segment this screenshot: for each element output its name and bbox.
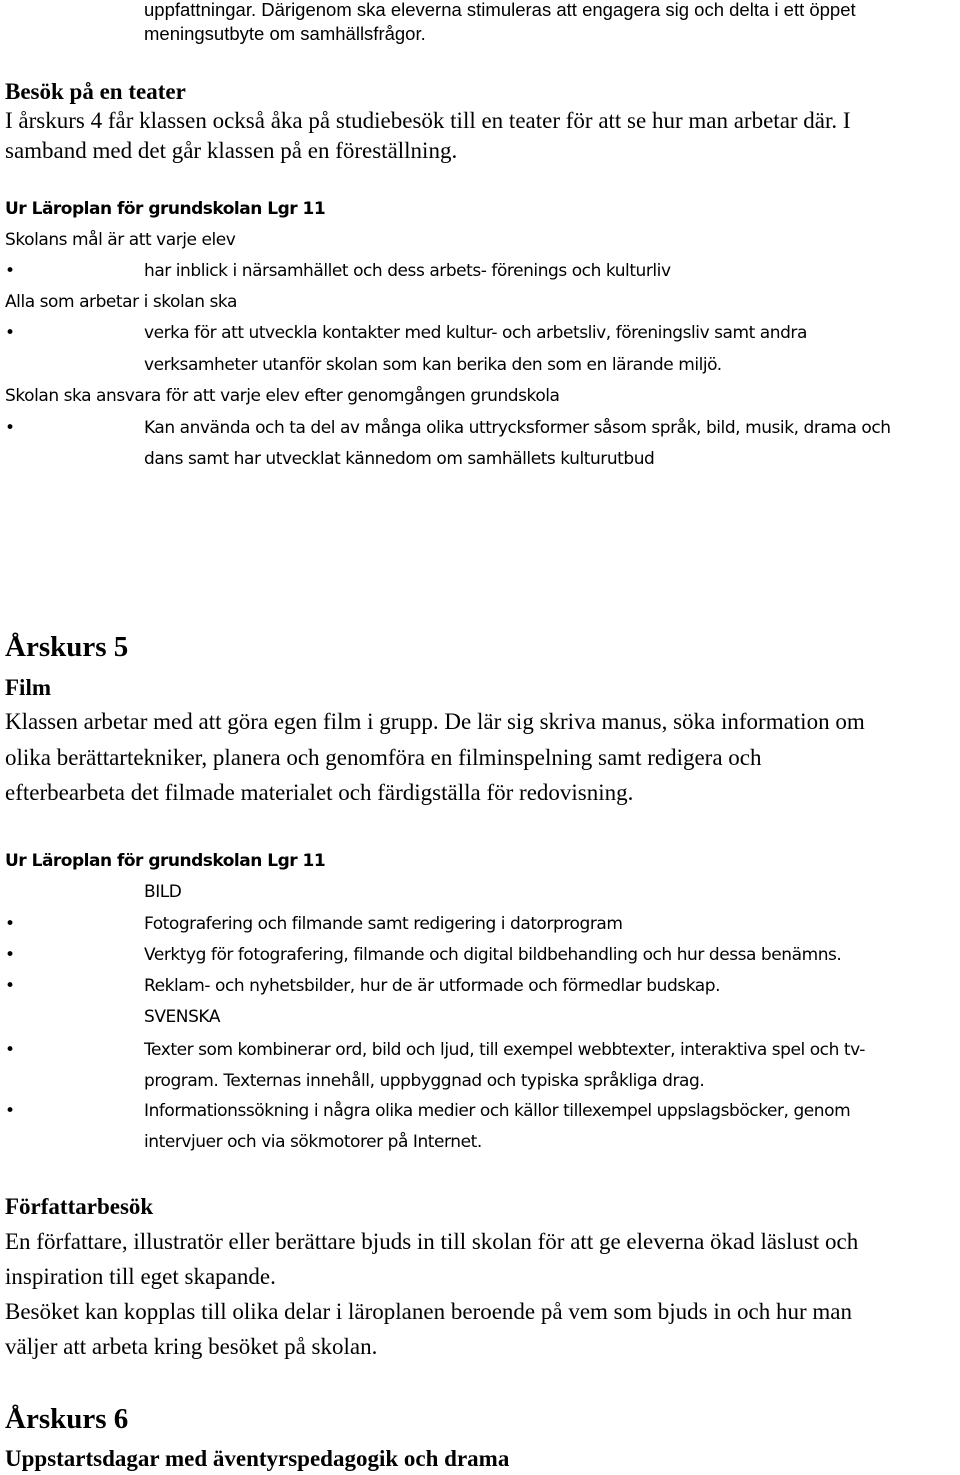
svenska-label: SVENSKA xyxy=(144,1007,220,1027)
forfattar-heading: Författarbesök xyxy=(5,1194,154,1219)
bild-label: BILD xyxy=(144,882,182,902)
arskurs6-subheading: Uppstartsdagar med äventyrspedagogik och drama xyxy=(5,1446,510,1471)
svenska-bullet-2-line-1: Informationssökning i några olika medier och källor tillexempel uppslagsböcker, genom xyxy=(144,1101,851,1121)
arskurs5-line-1: Klassen arbetar med att göra egen film i grupp. De lär sig skriva manus, söka information om xyxy=(5,709,865,734)
lgr-b-heading: Ur Läroplan för grundskolan Lgr 11 xyxy=(5,851,326,871)
forfattar-line-3: Besöket kan kopplas till olika delar i läroplanen beroende på vem som bjuds in och hur man xyxy=(5,1299,852,1324)
arskurs5-subheading: Film xyxy=(5,675,51,700)
forfattar-line-2: inspiration till eget skapande. xyxy=(5,1264,276,1289)
lgr-a-bullet-2-line-1: verka för att utveckla kontakter med kultur- och arbetsliv, föreningsliv samt andra xyxy=(144,323,807,343)
bild-bullet-3: Reklam- och nyhetsbilder, hur de är utformade och förmedlar budskap. xyxy=(144,976,721,996)
bullet-icon: • xyxy=(5,914,16,934)
bullet-icon: • xyxy=(5,261,16,281)
bullet-icon: • xyxy=(5,945,16,965)
arskurs6-heading: Årskurs 6 xyxy=(5,1403,129,1435)
svenska-bullet-1-line-1: Texter som kombinerar ord, bild och ljud, till exempel webbtexter, interaktiva spel och tv- xyxy=(144,1040,865,1060)
svenska-bullet-1-line-2: program. Texternas innehåll, uppbyggnad och typiska språkliga drag. xyxy=(144,1071,705,1091)
lgr-a-p2: Alla som arbetar i skolan ska xyxy=(5,292,237,312)
arskurs5-line-2: olika berättartekniker, planera och genomföra en filminspelning samt redigera och xyxy=(5,745,762,770)
bullet-icon: • xyxy=(5,323,16,343)
intro-line-2: meningsutbyte om samhällsfrågor. xyxy=(144,23,426,44)
lgr-a-bullet-3-line-1: Kan använda och ta del av många olika uttrycksformer såsom språk, bild, musik, drama och xyxy=(144,418,891,438)
lgr-a-bullet-2-line-2: verksamheter utanför skolan som kan berika den som en lärande miljö. xyxy=(144,355,722,375)
teater-line-2: samband med det går klassen på en föreställning. xyxy=(5,138,458,163)
forfattar-line-1: En författare, illustratör eller berättare bjuds in till skolan för att ge eleverna ökad läslust och xyxy=(5,1229,859,1254)
svenska-bullet-2-line-2: intervjuer och via sökmotorer på Internet. xyxy=(144,1132,482,1152)
teater-heading: Besök på en teater xyxy=(5,79,186,104)
intro-line-1: uppfattningar. Därigenom ska eleverna stimuleras att engagera sig och delta i ett öppet xyxy=(144,0,856,20)
lgr-a-heading: Ur Läroplan för grundskolan Lgr 11 xyxy=(5,199,326,219)
arskurs5-line-3: efterbearbeta det filmade materialet och färdigställa för redovisning. xyxy=(5,780,634,805)
forfattar-line-4: väljer att arbeta kring besöket på skolan. xyxy=(5,1334,378,1359)
teater-line-1: I årskurs 4 får klassen också åka på studiebesök till en teater för att se hur man arbetar där. I xyxy=(5,108,851,133)
bullet-icon: • xyxy=(5,1040,16,1060)
bild-bullet-1: Fotografering och filmande samt redigering i datorprogram xyxy=(144,914,623,934)
lgr-a-p3: Skolan ska ansvara för att varje elev efter genomgången grundskola xyxy=(5,386,560,406)
bild-bullet-2: Verktyg för fotografering, filmande och digital bildbehandling och hur dessa benämns. xyxy=(144,945,842,965)
bullet-icon: • xyxy=(5,1101,16,1121)
lgr-a-bullet-3-line-2: dans samt har utvecklat kännedom om samhällets kulturutbud xyxy=(144,449,655,469)
bullet-icon: • xyxy=(5,418,16,438)
bullet-icon: • xyxy=(5,976,16,996)
arskurs5-heading: Årskurs 5 xyxy=(5,631,129,663)
lgr-a-p1: Skolans mål är att varje elev xyxy=(5,230,236,250)
lgr-a-bullet-1: har inblick i närsamhället och dess arbets- förenings och kulturliv xyxy=(144,261,671,281)
